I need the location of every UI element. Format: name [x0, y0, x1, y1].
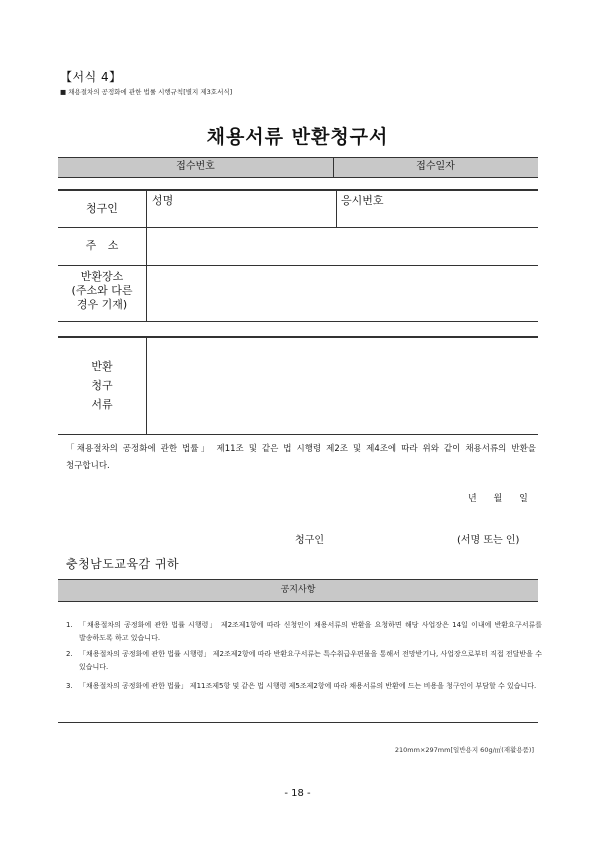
claimant-label: 청구인 [86, 202, 118, 215]
requested-documents-field[interactable] [147, 337, 538, 434]
legal-basis-note: ■ 채용절차의 공정화에 관한 법률 시행규칙[별지 제3호서식] [60, 88, 233, 96]
notice-heading: 공지사항 [58, 579, 538, 601]
reception-date-label: 접수일자 [416, 161, 455, 172]
address-field[interactable] [147, 228, 538, 265]
return-place-label: 반환장소 (주소와 다른 경우 기재) [71, 270, 133, 311]
request-statement: 「채용절차의 공정화에 관한 법률」 제11조 및 같은 법 시행령 제2조 및 제4조에 따라 위와 같이 채용서류의 반환을 청구합니다. [66, 444, 536, 471]
paper-spec: 210mm×297mm[일반용지 60g/㎡(재활용품)] [394, 746, 534, 754]
recipient-line: 충청남도교육감 귀하 [66, 557, 180, 571]
date-line[interactable]: 년 월 일 [468, 494, 528, 504]
address-label: 주 소 [85, 239, 119, 252]
claimant-signature-label: 청구인 [295, 535, 324, 546]
form-number: 【서식 4】 [60, 70, 122, 84]
name-field[interactable] [146, 190, 336, 227]
reception-number-label: 접수번호 [176, 161, 215, 172]
notice-item: 1. 「채용절차의 공정화에 관한 법률 시행령」 제2조제1항에 따라 신청인이 채용서류의 반환을 요청하면 해당 사업장은 14일 이내에 반환요구서류를 발송하도록 하고 있습니다. [66, 621, 542, 642]
return-place-field[interactable] [147, 266, 538, 321]
page-number: - 18 - [284, 788, 311, 799]
document-title: 채용서류 반환청구서 [206, 126, 389, 148]
signature-note[interactable]: (서명 또는 인) [457, 535, 520, 546]
notice-item: 3. 「채용절차의 공정화에 관한 법률」 제11조제5항 및 같은 법 시행령 제5조제2항에 따라 채용서류의 반환에 드는 비용을 청구인이 부담할 수 있습니다. [66, 682, 537, 690]
name-label: 성명 [152, 194, 174, 207]
notice-item: 2. 「채용절차의 공정화에 관한 법률 시행령」 제2조제2항에 따라 반환요구서류는 특수취급우편물을 통해서 전망받기나, 사업장으로부터 직접 전달받을 수 있습니다. [66, 650, 542, 671]
exam-number-field[interactable] [336, 190, 538, 227]
requested-documents-label: 반환 청구 서류 [91, 360, 113, 411]
exam-number-label: 응시번호 [341, 194, 384, 207]
